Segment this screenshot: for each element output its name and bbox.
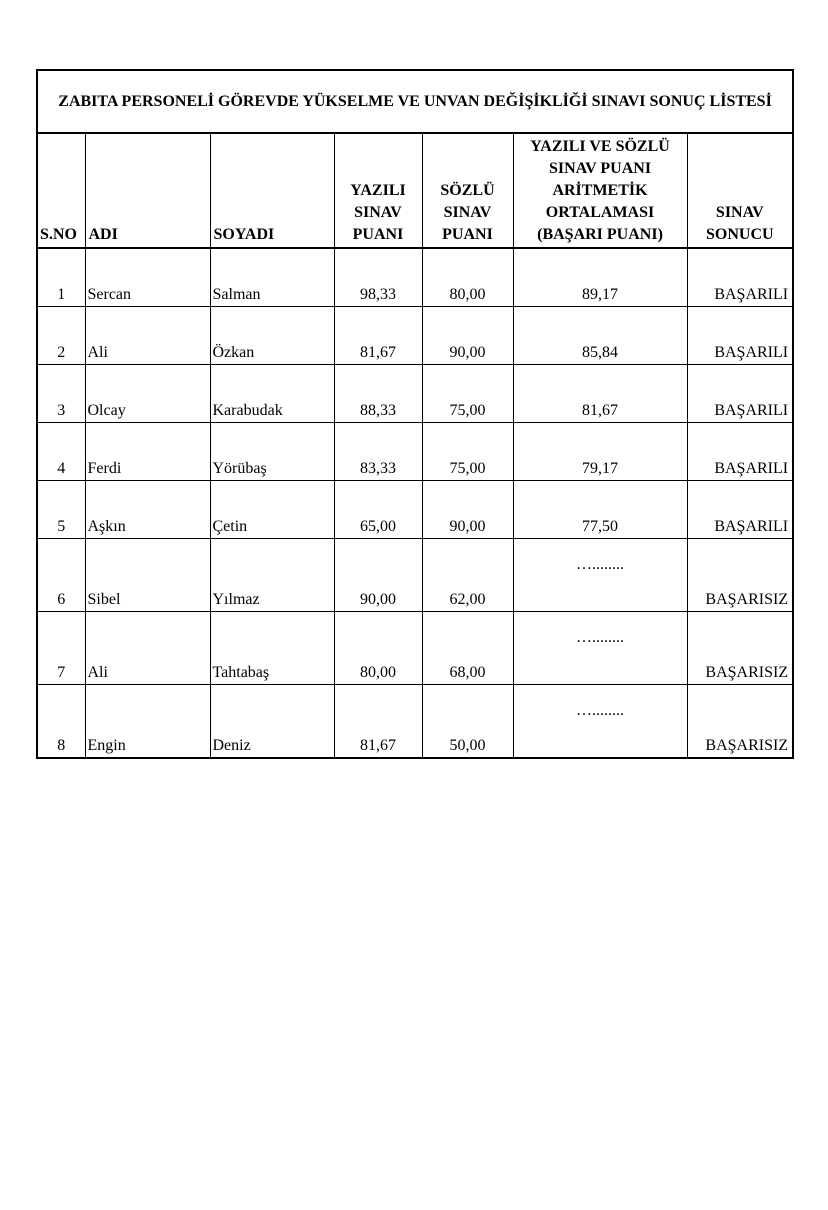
table-row bbox=[37, 423, 793, 481]
header-ortalama-line: (BAŞARI PUANI) bbox=[537, 226, 663, 243]
cell-soyadi: Tahtabaş bbox=[210, 612, 334, 685]
cell-ortalama: …........ bbox=[513, 612, 687, 685]
cell-sno: 7 bbox=[37, 612, 85, 685]
cell-sozlu: 50,00 bbox=[422, 685, 513, 759]
cell-yazili: 81,67 bbox=[334, 685, 422, 759]
cell-sozlu: 90,00 bbox=[422, 481, 513, 539]
cell-sonuc: BAŞARISIZ bbox=[687, 539, 793, 612]
cell-sonuc: BAŞARILI bbox=[687, 423, 793, 481]
cell-yazili: 65,00 bbox=[334, 481, 422, 539]
cell-soyadi: Salman bbox=[210, 248, 334, 307]
cell-soyadi: Yılmaz bbox=[210, 539, 334, 612]
cell-sno: 5 bbox=[37, 481, 85, 539]
header-adi: ADI bbox=[85, 133, 210, 248]
cell-soyadi: Çetin bbox=[210, 481, 334, 539]
cell-soyadi: Karabudak bbox=[210, 365, 334, 423]
header-yazili-line: SINAV bbox=[354, 204, 402, 221]
cell-sozlu: 68,00 bbox=[422, 612, 513, 685]
cell-yazili: 81,67 bbox=[334, 307, 422, 365]
cell-sonuc: BAŞARILI bbox=[687, 248, 793, 307]
header-row bbox=[37, 133, 793, 248]
cell-soyadi: Deniz bbox=[210, 685, 334, 759]
header-ortalama-line: ARİTMETİK bbox=[552, 182, 648, 199]
cell-ortalama: …........ bbox=[513, 539, 687, 612]
cell-adi: Ali bbox=[85, 307, 210, 365]
cell-adi: Sibel bbox=[85, 539, 210, 612]
header-ortalama-line: YAZILI VE SÖZLÜ bbox=[530, 138, 670, 155]
header-yazili-line: YAZILI bbox=[350, 182, 406, 199]
table-row bbox=[37, 365, 793, 423]
header-ortalama-line: SINAV PUANI bbox=[548, 160, 652, 177]
document-title: ZABITA PERSONELİ GÖREVDE YÜKSELME VE UNVAN DEĞİŞİKLİĞİ SINAVI SONUÇ LİSTESİ bbox=[37, 70, 793, 133]
results-table bbox=[36, 69, 794, 759]
cell-sozlu: 62,00 bbox=[422, 539, 513, 612]
cell-adi: Ferdi bbox=[85, 423, 210, 481]
header-ortalama-line: ORTALAMASI bbox=[545, 204, 655, 221]
header-sozlu-line: SINAV bbox=[443, 204, 492, 221]
cell-yazili: 80,00 bbox=[334, 612, 422, 685]
cell-soyadi: Yörübaş bbox=[210, 423, 334, 481]
table-row bbox=[37, 481, 793, 539]
cell-sozlu: 90,00 bbox=[422, 307, 513, 365]
cell-sno: 6 bbox=[37, 539, 85, 612]
cell-sno: 1 bbox=[37, 248, 85, 307]
cell-ortalama: 77,50 bbox=[513, 481, 687, 539]
cell-adi: Engin bbox=[85, 685, 210, 759]
cell-sozlu: 75,00 bbox=[422, 423, 513, 481]
cell-ortalama: …........ bbox=[513, 685, 687, 759]
table-row bbox=[37, 685, 793, 759]
header-sozlu-line: SÖZLÜ bbox=[440, 182, 495, 199]
table-row bbox=[37, 612, 793, 685]
cell-sno: 8 bbox=[37, 685, 85, 759]
cell-sno: 2 bbox=[37, 307, 85, 365]
results-body bbox=[37, 248, 793, 758]
cell-sonuc: BAŞARILI bbox=[687, 481, 793, 539]
header-sonuc-line: SONUCU bbox=[706, 226, 774, 243]
cell-ortalama: 79,17 bbox=[513, 423, 687, 481]
cell-adi: Aşkın bbox=[85, 481, 210, 539]
table-row bbox=[37, 248, 793, 307]
cell-adi: Olcay bbox=[85, 365, 210, 423]
header-sonuc bbox=[687, 133, 793, 248]
cell-ortalama: 85,84 bbox=[513, 307, 687, 365]
cell-yazili: 98,33 bbox=[334, 248, 422, 307]
header-ortalama bbox=[513, 133, 687, 248]
header-soyadi: SOYADI bbox=[210, 133, 334, 248]
cell-sozlu: 75,00 bbox=[422, 365, 513, 423]
cell-yazili: 90,00 bbox=[334, 539, 422, 612]
table-row bbox=[37, 539, 793, 612]
cell-yazili: 88,33 bbox=[334, 365, 422, 423]
cell-sonuc: BAŞARILI bbox=[687, 365, 793, 423]
cell-adi: Sercan bbox=[85, 248, 210, 307]
cell-sno: 3 bbox=[37, 365, 85, 423]
cell-sonuc: BAŞARISIZ bbox=[687, 685, 793, 759]
header-sozlu-line: PUANI bbox=[442, 226, 493, 243]
cell-sozlu: 80,00 bbox=[422, 248, 513, 307]
results-sheet bbox=[36, 69, 792, 759]
cell-yazili: 83,33 bbox=[334, 423, 422, 481]
cell-sonuc: BAŞARILI bbox=[687, 307, 793, 365]
cell-sonuc: BAŞARISIZ bbox=[687, 612, 793, 685]
header-yazili bbox=[334, 133, 422, 248]
header-yazili-line: PUANI bbox=[352, 226, 404, 243]
cell-soyadi: Özkan bbox=[210, 307, 334, 365]
table-row bbox=[37, 307, 793, 365]
header-sonuc-line: SINAV bbox=[715, 204, 764, 221]
cell-ortalama: 89,17 bbox=[513, 248, 687, 307]
cell-ortalama: 81,67 bbox=[513, 365, 687, 423]
cell-adi: Ali bbox=[85, 612, 210, 685]
header-sozlu bbox=[422, 133, 513, 248]
header-sno: S.NO bbox=[37, 133, 85, 248]
cell-sno: 4 bbox=[37, 423, 85, 481]
